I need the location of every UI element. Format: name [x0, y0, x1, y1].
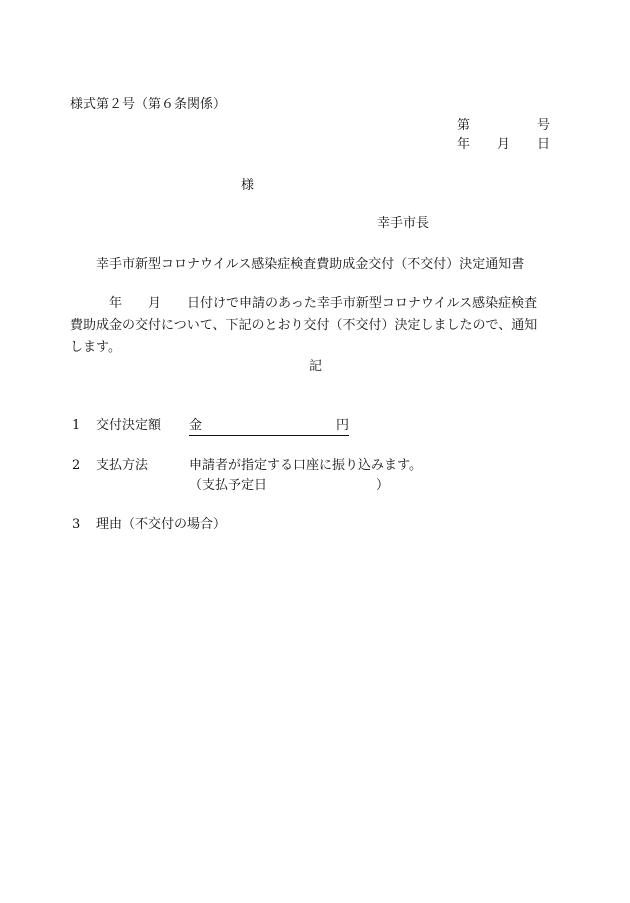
date-day-label: 日 [537, 137, 551, 152]
grant-amount-field [189, 417, 349, 436]
date-month-label: 月 [497, 137, 511, 152]
form-id: 様式第２号（第６条関係） [70, 97, 227, 112]
reference-dai: 第 [457, 118, 471, 133]
body-line-3: します。 [70, 340, 121, 355]
date-year-label: 年 [457, 137, 471, 152]
recipient-suffix: 様 [241, 178, 255, 193]
item-3-label: 理由（不交付の場合） [96, 517, 227, 532]
payment-schedule-close: ） [376, 478, 390, 493]
amount-prefix: 金 [189, 418, 203, 433]
item-2-number: 2 [72, 458, 81, 473]
ki-heading: 記 [309, 359, 323, 374]
item-1-number: 1 [72, 418, 81, 433]
reference-go: 号 [537, 118, 551, 133]
amount-suffix: 円 [335, 418, 349, 433]
item-1-label: 交付決定額 [96, 418, 162, 433]
issuer: 幸手市長 [377, 216, 430, 231]
body-line-1: 年 月 日付けで申請のあった幸手市新型コロナウイルス感染症検査 [70, 296, 538, 311]
body-line-2: 費助成金の交付について、下記のとおり交付（不交付）決定しましたので、通知 [70, 318, 538, 333]
payment-schedule-open: （支払予定日 [189, 478, 268, 493]
payment-method-value: 申請者が指定する口座に振り込みます。 [189, 458, 422, 473]
item-3-number: 3 [72, 517, 81, 532]
item-2-label: 支払方法 [96, 458, 149, 473]
document-title: 幸手市新型コロナウイルス感染症検査費助成金交付（不交付）決定通知書 [96, 257, 525, 272]
body-paragraph [70, 293, 564, 359]
